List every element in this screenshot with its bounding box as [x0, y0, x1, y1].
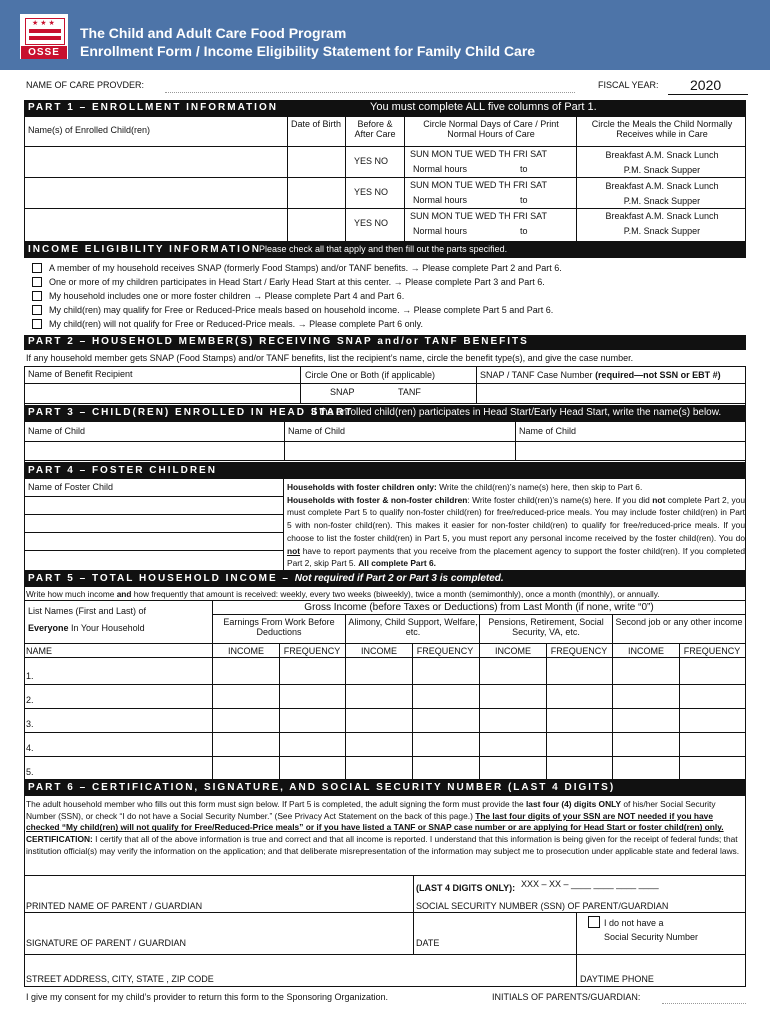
logo-stars: ★ ★ ★	[32, 20, 55, 27]
no-ssn-label-1: I do not have a	[604, 918, 664, 928]
certification-text: The adult household member who fills out this form must sign below. If Part 5 is completed, the adult signing the form must provide the last four (4) digits ONLY of his/her Social Security Number (SSN), or check “I do not have a Social Security Number.” (See Privacy Act Statement on the back of this page.) The last four digits of your SSN are NOT needed if you have checked “My child(ren) will not qualify for Free/Reduced-Price meals” or if you have listed a TANF or SNAP case number or are applying for Head Start or foster child(ren) only. CERTIFICATION: I certify that all of the above information is true and correct and that all income is reported. I understand that this information is being given for the receipt of federal funds; that institution official(s) may verify the information on the application; and that deliberate misrepresentation of the information may subject me to prosecution under applicable state and federal laws.	[26, 799, 740, 856]
fiscal-label: FISCAL YEAR:	[598, 80, 659, 90]
part2-title: PART 2 – HOUSEHOLD MEMBER(S) RECEIVING SNAP and/or TANF BENEFITS	[28, 336, 529, 347]
income-item-1: A member of my household receives SNAP (formerly Food Stamps) and/or TANF benefits. → Please complete Part 2 and Part 6.	[49, 263, 562, 273]
part4-title: PART 4 – FOSTER CHILDREN	[28, 465, 217, 476]
signature-label: SIGNATURE OF PARENT / GUARDIAN	[26, 938, 187, 948]
income-item-3: My household includes one or more foster children → Please complete Part 4 and Part 6.	[49, 291, 405, 301]
col-child-names: Name(s) of Enrolled Child(ren)	[28, 125, 151, 135]
col-benefit-recipient: Name of Benefit Recipient	[28, 369, 133, 379]
fiscal-value[interactable]: 2020	[690, 77, 722, 93]
checkbox-income[interactable]	[32, 305, 42, 315]
part6-title: PART 6 – CERTIFICATION, SIGNATURE, AND SOCIAL SECURITY NUMBER (LAST 4 DIGITS)	[28, 782, 616, 793]
col-foster-child: Name of Foster Child	[28, 482, 114, 492]
list-names-2: Everyone In Your Household	[28, 623, 145, 633]
osse-logo	[20, 14, 68, 59]
col-before-after: Before & After Care	[354, 119, 396, 139]
income-item-2: One or more of my children participates in Head Start / Early Head Start at this center. → Please complete Part 3 and Part 6.	[49, 277, 545, 287]
snap-option[interactable]: SNAP	[330, 387, 355, 397]
p3-col-3: Name of Child	[519, 426, 577, 436]
part5-title-note: Not required if Part 2 or Part 3 is completed.	[294, 573, 504, 584]
part1-bar	[24, 100, 746, 116]
form-border	[24, 366, 746, 986]
provider-label: NAME OF CARE PROVDER:	[26, 80, 145, 90]
checkbox-foster[interactable]	[32, 291, 42, 301]
date-label: DATE	[416, 938, 440, 948]
income-row-2[interactable]: 2.	[26, 695, 34, 705]
part5-title: PART 5 – TOTAL HOUSEHOLD INCOME –	[28, 573, 290, 584]
part5-desc: Write how much income and how frequently that amount is received: weekly, every two weeks (biweekly), twice a month (semimonthly), once a month (monthly), or annually.	[26, 589, 660, 599]
income-title: INCOME ELIGIBILITY INFORMATION	[28, 244, 261, 255]
part1-note: You must complete ALL five columns of Part 1.	[370, 101, 597, 113]
tanf-option[interactable]: TANF	[398, 387, 421, 397]
income-row-3[interactable]: 3.	[26, 719, 34, 729]
income-row-4[interactable]: 4.	[26, 743, 34, 753]
income-note: Please check all that apply and then fill out the parts specified.	[259, 244, 508, 254]
income-bar	[24, 242, 746, 258]
col-days: Circle Normal Days of Care / Print Normal Hours of Care	[423, 119, 559, 139]
header-banner	[0, 0, 770, 70]
part1-title: PART 1 – ENROLLMENT INFORMATION	[28, 102, 278, 113]
part6-bar	[24, 779, 746, 796]
consent-text: I give my consent for my child’s provider to return this form to the Sponsoring Organization.	[26, 992, 388, 1002]
col-dob: Date of Birth	[290, 119, 342, 129]
part4-instructions: Households with foster children only: Write the child(ren)’s name(s) here, then skip to Part 6. Households with foster & non-foster children: Write foster child(ren)’s name(s) here. If you did not complete Part 2, you must complete Part 5 to qualify non-foster child(ren) for free/reduced-price meals. You may include foster child(ren) in Part 5 with non-foster child(ren). This makes it easier for non-foster child(ren) to qualify for free/reduced-price meals. If you choose to list the foster child(ren) in Part 5, you must report any personal income received by the foster child(ren). You do not have to report payments that you receive from the placement agency to support the foster child(ren). If you completed Part 2, skip Part 5. All complete Part 6.	[287, 482, 746, 569]
provider-field[interactable]	[165, 92, 575, 93]
col-alimony: Alimony, Child Support, Welfare, etc.	[348, 617, 478, 637]
printed-name-label: PRINTED NAME OF PARENT / GUARDIAN	[26, 901, 203, 911]
no-ssn-checkbox[interactable]	[588, 916, 600, 928]
part3-title: PART 3 – CHILD(REN) ENROLLED IN HEAD START	[28, 407, 354, 418]
col-other: Second job or any other income	[615, 617, 743, 627]
gross-income-header: Gross Income (before Taxes or Deductions) from Last Month (if none, write “0”)	[304, 602, 654, 613]
ssn-label: SOCIAL SECURITY NUMBER (SSN) OF PARENT/GUARDIAN	[416, 901, 669, 911]
checkbox-head-start[interactable]	[32, 277, 42, 287]
checkbox-not-qualify[interactable]	[32, 319, 42, 329]
col-pensions: Pensions, Retirement, Social Security, VA, etc.	[488, 617, 604, 637]
col-circle: Circle One or Both (if applicable)	[305, 370, 436, 380]
income-row-5[interactable]: 5.	[26, 767, 34, 777]
income-item-5: My child(ren) will not qualify for Free or Reduced-Price meals. → Please complete Part 6 only.	[49, 319, 423, 329]
p3-col-2: Name of Child	[288, 426, 346, 436]
last4-label: (LAST 4 DIGITS ONLY):	[416, 883, 516, 893]
part4-bar	[24, 462, 746, 479]
col-case-number: SNAP / TANF Case Number (required—not SSN or EBT #)	[480, 370, 721, 380]
income-item-4: My child(ren) may qualify for Free or Reduced-Price meals based on household income. → Please complete Part 5 and Part 6.	[49, 305, 554, 315]
income-row-1[interactable]: 1.	[26, 671, 34, 681]
form-title: The Child and Adult Care Food Program Enrollment Form / Income Eligibility Statement for Family Child Care	[80, 25, 536, 59]
list-names-1: List Names (First and Last) of	[28, 606, 147, 616]
logo-text: OSSE	[21, 46, 67, 59]
address-label: STREET ADDRESS, CITY, STATE , ZIP CODE	[26, 974, 214, 984]
col-earnings: Earnings From Work Before Deductions	[223, 617, 335, 637]
part3-desc: If the enrolled child(ren) participates in Head Start/Early Head Start, write the name(s) below.	[311, 407, 722, 418]
p3-col-1: Name of Child	[28, 426, 86, 436]
part2-desc: If any household member gets SNAP (Food Stamps) and/or TANF benefits, list the recipient’s name, circle the benefit type(s), and give the case number.	[26, 353, 634, 363]
no-ssn-label-2: Social Security Number	[604, 932, 699, 942]
ssn-last4-field[interactable]: XXX – XX – ____ ____ ____ ____	[521, 879, 659, 889]
part5-bar	[24, 570, 746, 587]
part2-bar	[24, 335, 746, 350]
part3-bar	[24, 405, 746, 422]
initials-field[interactable]	[662, 1003, 746, 1004]
phone-label: DAYTIME PHONE	[580, 974, 654, 984]
checkbox-snap[interactable]	[32, 263, 42, 273]
name-header: NAME	[26, 646, 53, 656]
initials-label: INITIALS OF PARENTS/GUARDIAN:	[492, 992, 641, 1002]
col-meals: Circle the Meals the Child Normally Receives while in Care	[591, 119, 733, 139]
